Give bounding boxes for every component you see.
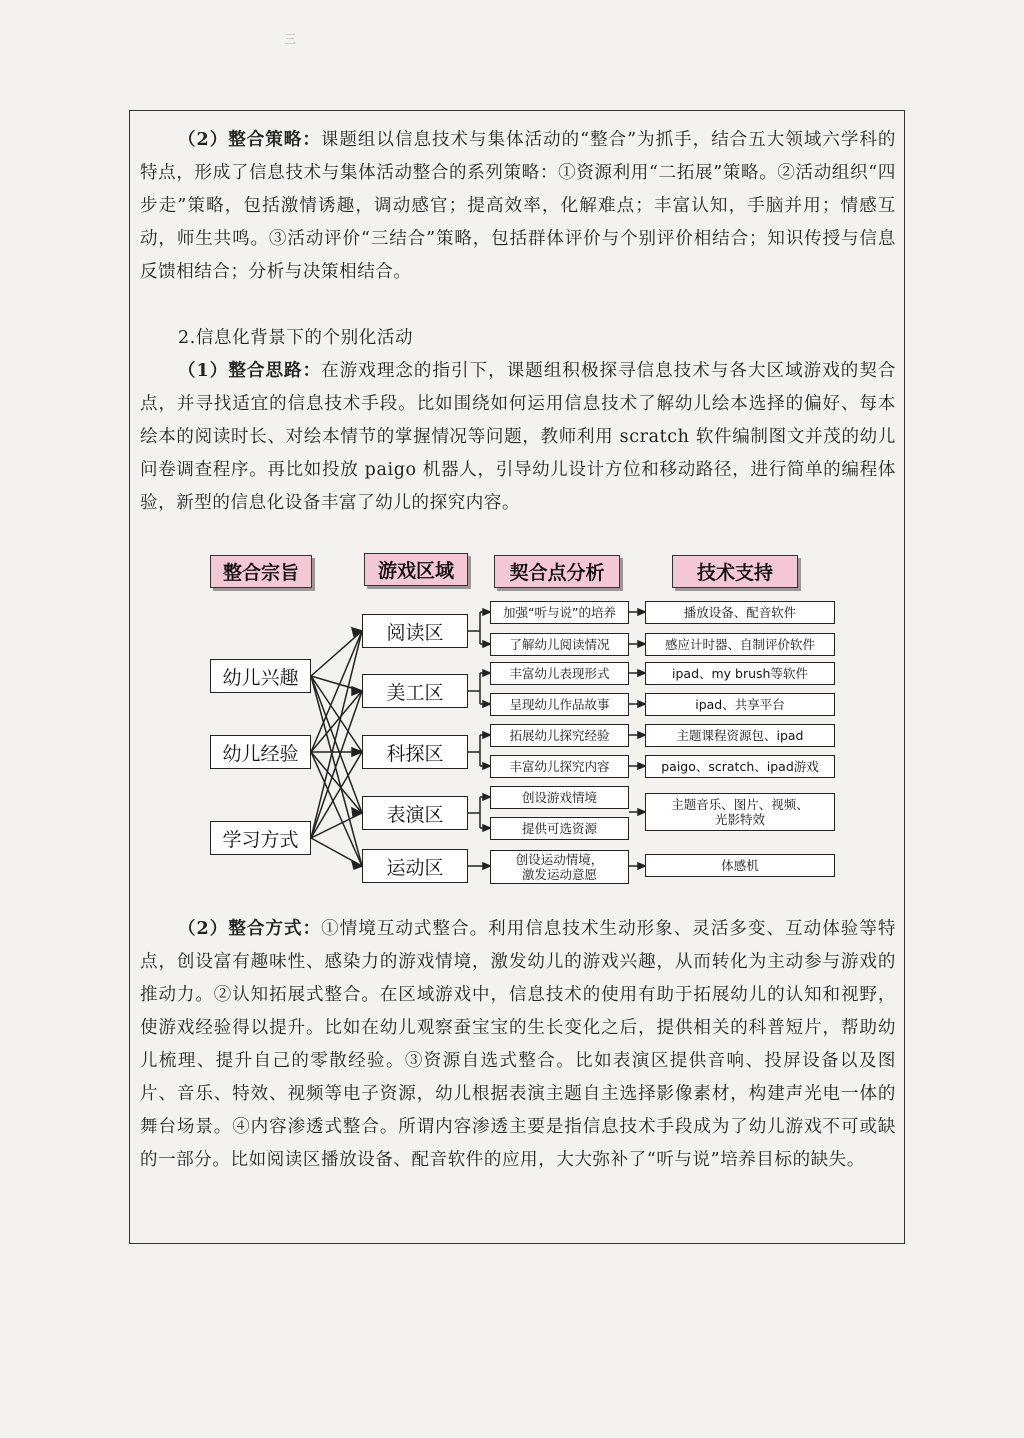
- area-science: 科探区: [362, 735, 468, 769]
- tech-item: paigo、scratch、ipad游戏: [645, 755, 835, 778]
- analysis-item: 加强“听与说”的培养: [490, 601, 629, 624]
- analysis-item: 丰富幼儿探究内容: [490, 755, 629, 778]
- area-art: 美工区: [362, 674, 468, 708]
- tech-item: ipad、共享平台: [645, 693, 835, 716]
- lead-integration-strategy: （2）整合策略：: [178, 130, 321, 150]
- text-integration-idea: 在游戏理念的指引下，课题组积极探寻信息技术与各大区域游戏的契合点，并寻找适宜的信息技术手段。比如围绕如何运用信息技术了解幼儿绘本选择的偏好、每本绘本的阅读时长、对绘本情节的掌握情况等问题，教师利用 scratch 软件编制图文并茂的幼儿问卷调查程序。再比如投放 paigo 机器人，引导幼儿设计方位和移动路径，进行简单的编程体验，新型的信息化设备丰富了幼儿的探究内容。: [140, 361, 896, 513]
- paragraph-integration-idea: [140, 355, 896, 520]
- analysis-item: 呈现幼儿作品故事: [490, 693, 629, 716]
- tech-item: 主题课程资源包、ipad: [645, 724, 835, 747]
- page-mark: 三: [284, 32, 297, 46]
- header-tech-support: 技术支持: [672, 555, 798, 588]
- section-heading-individual-activity: 2.信息化背景下的个别化活动: [178, 328, 414, 348]
- tech-item: 体感机: [645, 854, 835, 877]
- tech-item: 播放设备、配音软件: [645, 601, 835, 624]
- analysis-item: 了解幼儿阅读情况: [490, 633, 629, 656]
- header-game-area: 游戏区域: [364, 553, 468, 586]
- tech-item: 感应计时器、自制评价软件: [645, 633, 835, 656]
- source-learning-style: 学习方式: [210, 821, 311, 855]
- source-child-interest: 幼儿兴趣: [210, 659, 311, 693]
- area-performance: 表演区: [362, 796, 468, 830]
- source-child-experience: 幼儿经验: [210, 735, 311, 769]
- tech-item: ipad、my brush等软件: [645, 662, 835, 685]
- analysis-item: 拓展幼儿探究经验: [490, 724, 629, 747]
- analysis-item: 提供可选资源: [490, 817, 629, 840]
- lead-integration-methods: （2）整合方式：: [178, 919, 322, 939]
- analysis-item: 创设运动情境， 激发运动意愿: [490, 850, 629, 884]
- lead-integration-idea: （1）整合思路：: [178, 361, 322, 381]
- header-fit-analysis: 契合点分析: [494, 555, 620, 588]
- text-integration-methods: ①情境互动式整合。利用信息技术生动形象、灵活多变、互动体验等特点，创设富有趣味性、感染力的游戏情境，激发幼儿的游戏兴趣，从而转化为主动参与游戏的推动力。②认知拓展式整合。在区域游戏中，信息技术的使用有助于拓展幼儿的认知和视野，使游戏经验得以提升。比如在幼儿观察蚕宝宝的生长变化之后，提供相关的科普短片，帮助幼儿梳理、提升自己的零散经验。③资源自选式整合。比如表演区提供音响、投屏设备以及图片、音乐、特效、视频等电子资源，幼儿根据表演主题自主选择影像素材，构建声光电一体的舞台场景。④内容渗透式整合。所谓内容渗透主要是指信息技术手段成为了幼儿游戏不可或缺的一部分。比如阅读区播放设备、配音软件的应用，大大弥补了“听与说”培养目标的缺失。: [140, 919, 896, 1170]
- area-sports: 运动区: [362, 849, 468, 883]
- analysis-item: 创设游戏情境: [490, 786, 629, 809]
- paragraph-integration-strategy: [140, 124, 896, 289]
- tech-item: 主题音乐、图片、视频、 光影特效: [645, 793, 835, 831]
- text-integration-strategy: 课题组以信息技术与集体活动的“整合”为抓手，结合五大领域六学科的特点，形成了信息技术与集体活动整合的系列策略：①资源利用“二拓展”策略。②活动组织“四步走”策略，包括激情诱趣，调动感官；提高效率，化解难点；丰富认知，手脑并用；情感互动，师生共鸣。③活动评价“三结合”策略，包括群体评价与个别评价相结合；知识传授与信息反馈相结合；分析与决策相结合。: [140, 130, 897, 282]
- header-integration-purpose: 整合宗旨: [210, 555, 312, 588]
- area-reading: 阅读区: [362, 614, 468, 648]
- paragraph-integration-methods: [140, 913, 896, 1177]
- analysis-item: 丰富幼儿表现形式: [490, 662, 629, 685]
